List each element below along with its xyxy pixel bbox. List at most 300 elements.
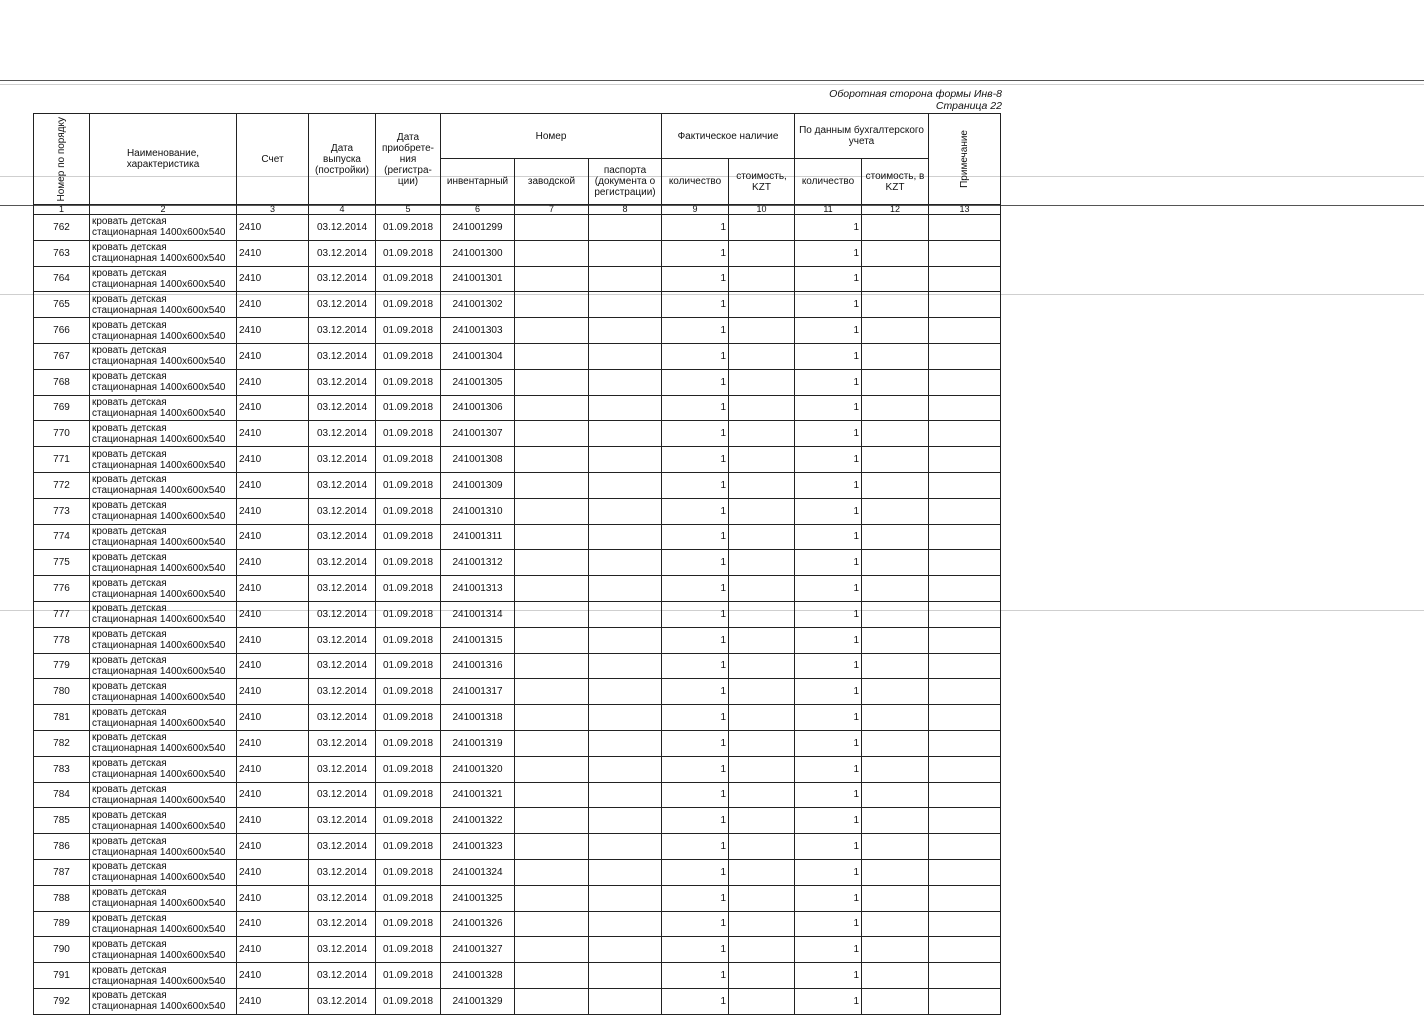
cell-release-date: 03.12.2014 xyxy=(309,963,376,989)
cell-name xyxy=(90,369,237,395)
cell-factory-number xyxy=(515,937,589,963)
cell-actual-qty: 1 xyxy=(662,421,729,447)
cell-passport-number xyxy=(589,756,662,782)
item-name-line: стационарная 1400х600х540 xyxy=(92,717,226,729)
cell-acquisition-date: 01.09.2018 xyxy=(376,834,441,860)
cell-accounting-cost xyxy=(862,343,929,369)
cell-acquisition-date: 01.09.2018 xyxy=(376,988,441,1014)
table-row xyxy=(34,679,1001,705)
cell-release-date: 03.12.2014 xyxy=(309,627,376,653)
cell-inventory-number: 241001328 xyxy=(441,963,515,989)
cell-actual-cost xyxy=(729,627,795,653)
table-row xyxy=(34,756,1001,782)
item-name-line: кровать детская xyxy=(92,448,167,460)
cell-passport-number xyxy=(589,215,662,241)
column-number: 7 xyxy=(515,205,589,215)
header-actual-group: Фактическое наличие xyxy=(662,114,795,159)
cell-release-date: 03.12.2014 xyxy=(309,885,376,911)
cell-name xyxy=(90,266,237,292)
cell-actual-qty: 1 xyxy=(662,318,729,344)
cell-account: 2410 xyxy=(237,524,309,550)
cell-row-number: 775 xyxy=(34,550,90,576)
item-name-line: стационарная 1400х600х540 xyxy=(92,330,226,342)
cell-row-number: 784 xyxy=(34,782,90,808)
cell-actual-qty: 1 xyxy=(662,705,729,731)
cell-passport-number xyxy=(589,834,662,860)
item-name-line: кровать детская xyxy=(92,551,167,563)
cell-release-date: 03.12.2014 xyxy=(309,756,376,782)
item-name-line: кровать детская xyxy=(92,938,167,950)
cell-passport-number xyxy=(589,292,662,318)
cell-release-date: 03.12.2014 xyxy=(309,576,376,602)
cell-note xyxy=(929,576,1001,602)
cell-inventory-number: 241001302 xyxy=(441,292,515,318)
header-row-number: Номер по порядку xyxy=(34,114,90,205)
cell-row-number: 777 xyxy=(34,601,90,627)
cell-inventory-number: 241001305 xyxy=(441,369,515,395)
cell-accounting-qty: 1 xyxy=(795,601,862,627)
table-row xyxy=(34,601,1001,627)
cell-inventory-number: 241001299 xyxy=(441,215,515,241)
cell-factory-number xyxy=(515,627,589,653)
cell-accounting-cost xyxy=(862,498,929,524)
cell-note xyxy=(929,395,1001,421)
cell-account: 2410 xyxy=(237,369,309,395)
cell-inventory-number: 241001322 xyxy=(441,808,515,834)
cell-account: 2410 xyxy=(237,266,309,292)
cell-factory-number xyxy=(515,653,589,679)
cell-inventory-number: 241001319 xyxy=(441,730,515,756)
cell-passport-number xyxy=(589,627,662,653)
item-name-line: кровать детская xyxy=(92,396,167,408)
item-name-line: стационарная 1400х600х540 xyxy=(92,459,226,471)
cell-acquisition-date: 01.09.2018 xyxy=(376,937,441,963)
cell-account: 2410 xyxy=(237,834,309,860)
cell-acquisition-date: 01.09.2018 xyxy=(376,911,441,937)
cell-note xyxy=(929,988,1001,1014)
cell-actual-cost xyxy=(729,834,795,860)
cell-note xyxy=(929,292,1001,318)
item-name-line: кровать детская xyxy=(92,422,167,434)
cell-factory-number xyxy=(515,576,589,602)
cell-accounting-qty: 1 xyxy=(795,292,862,318)
cell-note xyxy=(929,653,1001,679)
cell-account: 2410 xyxy=(237,447,309,473)
cell-inventory-number: 241001306 xyxy=(441,395,515,421)
cell-factory-number xyxy=(515,369,589,395)
cell-note xyxy=(929,885,1001,911)
cell-name xyxy=(90,653,237,679)
cell-account: 2410 xyxy=(237,576,309,602)
cell-factory-number xyxy=(515,885,589,911)
item-name-line: кровать детская xyxy=(92,371,167,383)
cell-accounting-qty: 1 xyxy=(795,756,862,782)
cell-accounting-qty: 1 xyxy=(795,782,862,808)
cell-actual-qty: 1 xyxy=(662,343,729,369)
item-name-line: кровать детская xyxy=(92,680,167,692)
cell-actual-cost xyxy=(729,524,795,550)
cell-row-number: 768 xyxy=(34,369,90,395)
cell-inventory-number: 241001308 xyxy=(441,447,515,473)
cell-release-date: 03.12.2014 xyxy=(309,550,376,576)
cell-acquisition-date: 01.09.2018 xyxy=(376,705,441,731)
cell-row-number: 788 xyxy=(34,885,90,911)
cell-actual-qty: 1 xyxy=(662,834,729,860)
cell-account: 2410 xyxy=(237,550,309,576)
cell-release-date: 03.12.2014 xyxy=(309,808,376,834)
header-account: Счет xyxy=(237,114,309,205)
cell-factory-number xyxy=(515,601,589,627)
cell-name xyxy=(90,215,237,241)
cell-acquisition-date: 01.09.2018 xyxy=(376,472,441,498)
cell-actual-cost xyxy=(729,240,795,266)
cell-inventory-number: 241001313 xyxy=(441,576,515,602)
cell-acquisition-date: 01.09.2018 xyxy=(376,318,441,344)
cell-name xyxy=(90,937,237,963)
cell-inventory-number: 241001314 xyxy=(441,601,515,627)
cell-passport-number xyxy=(589,318,662,344)
table-row xyxy=(34,937,1001,963)
cell-acquisition-date: 01.09.2018 xyxy=(376,343,441,369)
cell-accounting-cost xyxy=(862,601,929,627)
cell-accounting-cost xyxy=(862,240,929,266)
cell-note xyxy=(929,318,1001,344)
item-name-line: кровать детская xyxy=(92,242,167,254)
page-label: Страница 22 xyxy=(935,100,1002,112)
cell-actual-cost xyxy=(729,782,795,808)
cell-release-date: 03.12.2014 xyxy=(309,988,376,1014)
cell-acquisition-date: 01.09.2018 xyxy=(376,576,441,602)
table-row xyxy=(34,859,1001,885)
item-name-line: стационарная 1400х600х540 xyxy=(92,949,226,961)
cell-release-date: 03.12.2014 xyxy=(309,343,376,369)
cell-accounting-qty: 1 xyxy=(795,576,862,602)
cell-release-date: 03.12.2014 xyxy=(309,911,376,937)
cell-passport-number xyxy=(589,343,662,369)
item-name-line: стационарная 1400х600х540 xyxy=(92,562,226,574)
header-accounting-group: По данным бухгалтерского учета xyxy=(795,114,929,159)
cell-acquisition-date: 01.09.2018 xyxy=(376,498,441,524)
cell-inventory-number: 241001325 xyxy=(441,885,515,911)
cell-row-number: 783 xyxy=(34,756,90,782)
cell-actual-qty: 1 xyxy=(662,653,729,679)
item-name-line: стационарная 1400х600х540 xyxy=(92,278,226,290)
item-name-line: стационарная 1400х600х540 xyxy=(92,665,226,677)
cell-passport-number xyxy=(589,730,662,756)
cell-actual-qty: 1 xyxy=(662,627,729,653)
cell-actual-cost xyxy=(729,266,795,292)
table-row xyxy=(34,576,1001,602)
cell-note xyxy=(929,937,1001,963)
cell-acquisition-date: 01.09.2018 xyxy=(376,395,441,421)
table-row xyxy=(34,550,1001,576)
cell-note xyxy=(929,705,1001,731)
cell-account: 2410 xyxy=(237,601,309,627)
cell-accounting-qty: 1 xyxy=(795,988,862,1014)
header-release-date: Дата выпуска (постройки) xyxy=(309,114,376,205)
item-name-line: кровать детская xyxy=(92,835,167,847)
item-name-line: стационарная 1400х600х540 xyxy=(92,304,226,316)
cell-row-number: 774 xyxy=(34,524,90,550)
cell-account: 2410 xyxy=(237,472,309,498)
cell-release-date: 03.12.2014 xyxy=(309,369,376,395)
cell-note xyxy=(929,215,1001,241)
cell-row-number: 792 xyxy=(34,988,90,1014)
table-row xyxy=(34,524,1001,550)
cell-account: 2410 xyxy=(237,421,309,447)
cell-accounting-qty: 1 xyxy=(795,215,862,241)
cell-actual-cost xyxy=(729,601,795,627)
cell-account: 2410 xyxy=(237,963,309,989)
header-accounting-qty: количество xyxy=(795,159,862,205)
cell-accounting-cost xyxy=(862,963,929,989)
cell-actual-cost xyxy=(729,911,795,937)
table-row xyxy=(34,447,1001,473)
cell-accounting-cost xyxy=(862,653,929,679)
cell-accounting-qty: 1 xyxy=(795,240,862,266)
cell-accounting-qty: 1 xyxy=(795,653,862,679)
cell-inventory-number: 241001317 xyxy=(441,679,515,705)
cell-name xyxy=(90,808,237,834)
cell-accounting-cost xyxy=(862,318,929,344)
item-name-line: стационарная 1400х600х540 xyxy=(92,433,226,445)
cell-note xyxy=(929,550,1001,576)
cell-name xyxy=(90,859,237,885)
cell-note xyxy=(929,627,1001,653)
cell-release-date: 03.12.2014 xyxy=(309,421,376,447)
header-factory: заводской xyxy=(515,159,589,205)
cell-row-number: 773 xyxy=(34,498,90,524)
cell-accounting-qty: 1 xyxy=(795,447,862,473)
header-number-group: Номер xyxy=(441,114,662,159)
item-name-line: стационарная 1400х600х540 xyxy=(92,743,226,755)
cell-row-number: 780 xyxy=(34,679,90,705)
cell-accounting-qty: 1 xyxy=(795,808,862,834)
cell-accounting-qty: 1 xyxy=(795,705,862,731)
cell-accounting-qty: 1 xyxy=(795,318,862,344)
cell-passport-number xyxy=(589,782,662,808)
item-name-line: кровать детская xyxy=(92,912,167,924)
cell-note xyxy=(929,782,1001,808)
cell-acquisition-date: 01.09.2018 xyxy=(376,369,441,395)
cell-actual-cost xyxy=(729,705,795,731)
cell-note xyxy=(929,343,1001,369)
cell-accounting-qty: 1 xyxy=(795,730,862,756)
item-name-line: кровать детская xyxy=(92,474,167,486)
cell-release-date: 03.12.2014 xyxy=(309,472,376,498)
cell-actual-qty: 1 xyxy=(662,550,729,576)
cell-actual-cost xyxy=(729,318,795,344)
table-row xyxy=(34,808,1001,834)
cell-inventory-number: 241001311 xyxy=(441,524,515,550)
cell-inventory-number: 241001307 xyxy=(441,421,515,447)
cell-account: 2410 xyxy=(237,782,309,808)
cell-accounting-cost xyxy=(862,369,929,395)
cell-row-number: 766 xyxy=(34,318,90,344)
cell-note xyxy=(929,834,1001,860)
cell-acquisition-date: 01.09.2018 xyxy=(376,524,441,550)
cell-accounting-qty: 1 xyxy=(795,679,862,705)
cell-actual-cost xyxy=(729,756,795,782)
cell-actual-qty: 1 xyxy=(662,679,729,705)
cell-accounting-qty: 1 xyxy=(795,627,862,653)
cell-row-number: 770 xyxy=(34,421,90,447)
cell-accounting-qty: 1 xyxy=(795,343,862,369)
cell-name xyxy=(90,705,237,731)
cell-actual-qty: 1 xyxy=(662,730,729,756)
cell-account: 2410 xyxy=(237,808,309,834)
cell-name xyxy=(90,318,237,344)
cell-release-date: 03.12.2014 xyxy=(309,859,376,885)
cell-name xyxy=(90,421,237,447)
cell-name xyxy=(90,447,237,473)
item-name-line: стационарная 1400х600х540 xyxy=(92,485,226,497)
cell-account: 2410 xyxy=(237,705,309,731)
cell-name xyxy=(90,885,237,911)
cell-account: 2410 xyxy=(237,885,309,911)
column-number: 12 xyxy=(862,205,929,215)
item-name-line: кровать детская xyxy=(92,345,167,357)
cell-factory-number xyxy=(515,550,589,576)
cell-account: 2410 xyxy=(237,395,309,421)
item-name-line: стационарная 1400х600х540 xyxy=(92,975,226,987)
cell-inventory-number: 241001323 xyxy=(441,834,515,860)
cell-accounting-qty: 1 xyxy=(795,369,862,395)
cell-acquisition-date: 01.09.2018 xyxy=(376,679,441,705)
cell-accounting-cost xyxy=(862,447,929,473)
table-row xyxy=(34,292,1001,318)
header-accounting-cost: стоимость, в KZT xyxy=(862,159,929,205)
item-name-line: кровать детская xyxy=(92,603,167,615)
cell-actual-cost xyxy=(729,653,795,679)
cell-acquisition-date: 01.09.2018 xyxy=(376,292,441,318)
cell-actual-qty: 1 xyxy=(662,937,729,963)
cell-accounting-qty: 1 xyxy=(795,550,862,576)
item-name-line: кровать детская xyxy=(92,887,167,899)
cell-accounting-cost xyxy=(862,911,929,937)
cell-note xyxy=(929,421,1001,447)
item-name-line: кровать детская xyxy=(92,758,167,770)
cell-acquisition-date: 01.09.2018 xyxy=(376,550,441,576)
cell-name xyxy=(90,601,237,627)
cell-row-number: 791 xyxy=(34,963,90,989)
item-name-line: стационарная 1400х600х540 xyxy=(92,923,226,935)
cell-inventory-number: 241001326 xyxy=(441,911,515,937)
cell-factory-number xyxy=(515,447,589,473)
cell-release-date: 03.12.2014 xyxy=(309,318,376,344)
cell-acquisition-date: 01.09.2018 xyxy=(376,963,441,989)
cell-name xyxy=(90,472,237,498)
item-name-line: кровать детская xyxy=(92,706,167,718)
cell-passport-number xyxy=(589,576,662,602)
cell-actual-cost xyxy=(729,343,795,369)
cell-actual-qty: 1 xyxy=(662,782,729,808)
item-name-line: кровать детская xyxy=(92,525,167,537)
cell-account: 2410 xyxy=(237,343,309,369)
cell-name xyxy=(90,343,237,369)
cell-note xyxy=(929,472,1001,498)
cell-accounting-cost xyxy=(862,730,929,756)
cell-passport-number xyxy=(589,240,662,266)
cell-acquisition-date: 01.09.2018 xyxy=(376,756,441,782)
cell-accounting-cost xyxy=(862,266,929,292)
cell-note xyxy=(929,447,1001,473)
cell-accounting-qty: 1 xyxy=(795,963,862,989)
cell-note xyxy=(929,240,1001,266)
cell-actual-qty: 1 xyxy=(662,601,729,627)
cell-actual-qty: 1 xyxy=(662,756,729,782)
cell-factory-number xyxy=(515,859,589,885)
cell-accounting-qty: 1 xyxy=(795,498,862,524)
column-number: 4 xyxy=(309,205,376,215)
item-name-line: кровать детская xyxy=(92,990,167,1002)
cell-accounting-cost xyxy=(862,472,929,498)
cell-actual-qty: 1 xyxy=(662,524,729,550)
cell-name xyxy=(90,524,237,550)
cell-name xyxy=(90,240,237,266)
column-number: 2 xyxy=(90,205,237,215)
item-name-line: кровать детская xyxy=(92,809,167,821)
cell-name xyxy=(90,395,237,421)
cell-passport-number xyxy=(589,550,662,576)
table-row xyxy=(34,472,1001,498)
table-row xyxy=(34,627,1001,653)
cell-note xyxy=(929,859,1001,885)
cell-factory-number xyxy=(515,730,589,756)
cell-factory-number xyxy=(515,292,589,318)
cell-accounting-qty: 1 xyxy=(795,834,862,860)
cell-actual-qty: 1 xyxy=(662,369,729,395)
cell-inventory-number: 241001312 xyxy=(441,550,515,576)
cell-accounting-cost xyxy=(862,524,929,550)
cell-passport-number xyxy=(589,679,662,705)
cell-actual-qty: 1 xyxy=(662,808,729,834)
item-name-line: кровать детская xyxy=(92,319,167,331)
cell-inventory-number: 241001320 xyxy=(441,756,515,782)
cell-passport-number xyxy=(589,421,662,447)
cell-note xyxy=(929,498,1001,524)
cell-acquisition-date: 01.09.2018 xyxy=(376,885,441,911)
header-acquisition-date: Дата приобрете-ния (регистра-ции) xyxy=(376,114,441,205)
table-row xyxy=(34,266,1001,292)
cell-inventory-number: 241001303 xyxy=(441,318,515,344)
cell-row-number: 763 xyxy=(34,240,90,266)
item-name-line: кровать детская xyxy=(92,216,167,228)
cell-row-number: 782 xyxy=(34,730,90,756)
cell-actual-qty: 1 xyxy=(662,266,729,292)
cell-row-number: 785 xyxy=(34,808,90,834)
column-number: 1 xyxy=(34,205,90,215)
cell-row-number: 781 xyxy=(34,705,90,731)
cell-passport-number xyxy=(589,395,662,421)
cell-factory-number xyxy=(515,266,589,292)
cell-acquisition-date: 01.09.2018 xyxy=(376,653,441,679)
cell-inventory-number: 241001301 xyxy=(441,266,515,292)
cell-acquisition-date: 01.09.2018 xyxy=(376,215,441,241)
table-row xyxy=(34,730,1001,756)
cell-row-number: 778 xyxy=(34,627,90,653)
cell-accounting-qty: 1 xyxy=(795,421,862,447)
item-name-line: стационарная 1400х600х540 xyxy=(92,227,226,239)
item-name-line: кровать детская xyxy=(92,500,167,512)
cell-accounting-cost xyxy=(862,937,929,963)
table-row xyxy=(34,318,1001,344)
header-actual-cost: стоимость, KZT xyxy=(729,159,795,205)
table-row xyxy=(34,705,1001,731)
cell-acquisition-date: 01.09.2018 xyxy=(376,601,441,627)
cell-actual-qty: 1 xyxy=(662,885,729,911)
cell-note xyxy=(929,756,1001,782)
